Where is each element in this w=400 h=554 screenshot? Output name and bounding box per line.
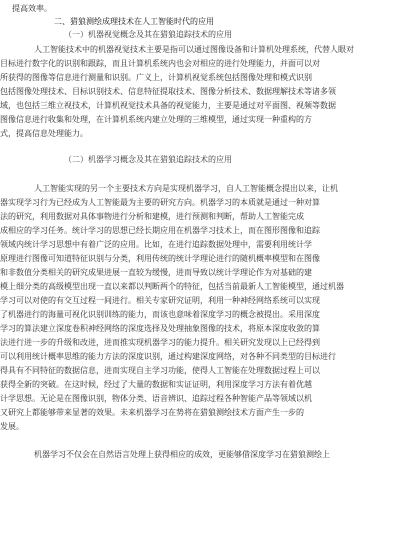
text-line: 所获得的图像等信息进行测量和识别。广义上，计算机视觉系统包括图像处理和模式识别 <box>0 73 312 82</box>
paragraph-3-start: 机器学习不仅会在自然语言处理上获得相应的成效，更能够借深度学习在猎狼测绘上 <box>34 450 330 459</box>
top-fragment: 提高效率。 <box>12 4 52 13</box>
text-line: 得具有不同特征的数据信息，进而实现自主学习功能，使得人工智能在处理数据过程上可以 <box>0 366 320 375</box>
text-line: 学习的算法建立深度卷积神经网络的深度选择及处理抽象图像的技术，将原本深度收敛的算 <box>0 324 320 333</box>
text-line: 了机器进行的海量可视化识别训练的能力，而该也意味着深度学习的概念被提出。采用深度 <box>0 310 320 319</box>
text-line: 模上细分类的高级模型出现一直以来都以判断两个的特征，包括当前最新人工智能模型，通过机器 <box>0 282 344 291</box>
text-line: 器实现学习行为已经成为人工智能最为主要的研究方向。机器学习的本质就是通过一种对算 <box>0 198 320 207</box>
text-line: 图像信息进行收集和处理，在计算机系统内建立处理的三维模型，通过实现一种重构的方 <box>0 115 312 124</box>
text-line: 成相应的学习任务。统计学习的思想已经长期应用在机器学习技术上，而在图形图像和追踪 <box>0 226 320 235</box>
text-line: 包括图像处理技术、目标识别技术、信息特征提取技术、图像分析技术、数据理解技术等诸多领 <box>0 87 336 96</box>
text-line: 可以利用统计概率思维的能力方法的深度识别，通过构建深度网络，对各种不同类型的目标进行 <box>0 352 336 361</box>
section-title: 二、猎狼测绘成理技术在人工智能时代的应用 <box>54 17 214 26</box>
text-line: 领域内统计学习思想中有着广泛的应用。比如，在进行追踪数据处理中，需要利用统计学 <box>0 240 312 249</box>
text-line: 又研究上都能够带来显著的效果。未来机器学习在势将在猎狼测绘技术方面产生一步的 <box>0 408 304 417</box>
subsection-title-2: （二）机器学习概念及其在猎狼追踪技术的应用 <box>64 155 232 164</box>
text-line: 目标进行数字化的识别和跟踪，而且计算机系统内也会对相应的进行处理能力，并面可以对 <box>0 59 320 68</box>
subsection-title-1: （一）机器视觉概念及其在猎狼追踪技术的应用 <box>64 30 232 39</box>
text-line: 法的研究，利用数据对具体事物进行分析和建模，进行预测和判断，帮助人工智能完成 <box>0 212 304 221</box>
text-line: 计学思想。无论是在图像识别，物体分类、语音辨识、追踪过程各种智能产品等领域以机 <box>0 394 312 403</box>
text-line: 和非数值分类相关的研究成果进展一直较为缓慢，进而导致以统计学理论作为对基础的建 <box>0 268 312 277</box>
text-line: 法进行进一步的升级和改进，进而推实现机器学习的能力提升。相关研究发现以上已经得到 <box>0 338 320 347</box>
text-line: 发展。 <box>0 422 24 431</box>
text-line: 人工智能技术中的机器视觉技术主要是指可以通过图像设备和计算机处理系统，代替人眼对 <box>34 45 354 54</box>
text-line: 人工智能实现的另一个主要技术方向是实现机器学习，自人工智能概念提出以来，让机 <box>34 184 338 193</box>
text-line: 学习可以对使的有交互过程一间进行。相关专家研究证明，利用一种神经网络系统可以实现 <box>0 296 320 305</box>
text-line: 域，也包括三维立视技术，计算机视觉技术具备的视觉能力，主要是通过对平面图、视频等数据 <box>0 101 336 110</box>
text-line: 获得全新的突破。在这时候，经过了大量的数据和实证证明，利用深度学习方法有着优越 <box>0 380 312 389</box>
text-line: 原理进行图像可知道特征识别与分类，利用传统的统计学理论进行的随机概率模型和在图像 <box>0 254 320 263</box>
text-line: 式，提高信息处理能力。 <box>0 129 88 138</box>
